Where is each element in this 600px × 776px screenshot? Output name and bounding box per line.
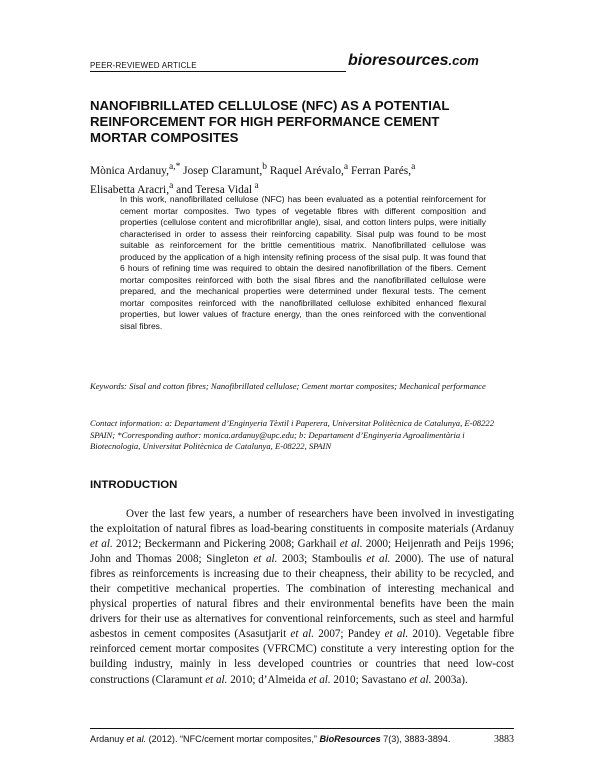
affiliation-mark: a xyxy=(411,162,416,172)
page-footer xyxy=(90,734,514,744)
article-type-label: PEER-REVIEWED ARTICLE xyxy=(90,61,197,70)
affiliation-mark: a xyxy=(343,162,349,172)
footer-et-al: et al. xyxy=(126,734,147,744)
et-al: et al. xyxy=(384,628,409,641)
footer-citation: (2012). “NFC/cement mortar composites,” xyxy=(146,734,320,744)
intro-text: 2010; Savastano xyxy=(330,673,410,686)
intro-text: 2010). Vegetable fibre reinforced cement mortar composites (VFRCMC) constitute a very interesting option for the building industry, mainly in less developed countries or countries that need low-cost constructions (Claramunt xyxy=(90,628,514,686)
intro-text: 2000; Heijenrath and Peijs 1996; John and Thomas 2008; Singleton xyxy=(90,538,514,566)
et-al: et al. xyxy=(253,553,278,566)
author-name: Elisabetta Aracri, xyxy=(90,183,170,196)
author-name: Raquel Arévalo, xyxy=(267,164,344,177)
et-al: et al. xyxy=(308,673,331,686)
intro-text: 2000). The use of natural fibres as reinforcements is increasing due to their cheapness, their ability to be recycled, and their competitive mechanical properties. The combination of interesting mechanical and physical properties of natural fibres and their environmental benefits have been the main drivers for their use as alternatives for conventional reinforcements, such as steel and harmful asbestos in cement composites (Asasutjarit xyxy=(90,553,514,641)
author-list xyxy=(90,160,510,198)
brand-main: bioresources xyxy=(348,52,449,69)
footer-author: Ardanuy xyxy=(90,734,127,744)
intro-text: 2003a). xyxy=(431,673,468,686)
footer-rule xyxy=(90,728,514,729)
author-name: Josep Claramunt, xyxy=(180,164,263,177)
page-number: 3883 xyxy=(494,734,514,745)
et-al: et al. xyxy=(90,538,113,551)
section-heading-introduction: INTRODUCTION xyxy=(90,479,178,491)
et-al: et al. xyxy=(366,553,391,566)
brand-tld: .com xyxy=(448,53,479,68)
affiliation-mark: a xyxy=(252,180,259,191)
intro-text: 2010; d’Almeida xyxy=(227,673,309,686)
affiliation-mark: b xyxy=(262,162,268,172)
contact-information: Contact information: a: Departament d’Enginyeria Tèxtil i Paperera, Universitat Politècnica de Catalunya, E-08222 SPAIN; *Corresponding author: monica.ardanuy@upc.edu; b: Departament d’Enginyeria Agroalimentària i Biotecnologia, Universitat Politècnica de Catalunya, E-08222, SPAIN xyxy=(90,418,494,451)
introduction-paragraph xyxy=(90,507,514,688)
keywords: Keywords: Sisal and cotton fibres; Nanofibrillated cellulose; Cement mortar composites; Mechanical performance xyxy=(90,381,486,391)
author-name: Ferran Parés, xyxy=(348,164,412,177)
journal-brand[interactable] xyxy=(348,52,479,70)
et-al: et al. xyxy=(205,673,228,686)
affiliation-mark: a,* xyxy=(168,162,181,172)
intro-text: 2003; Stamboulis xyxy=(277,553,367,566)
et-al: et al. xyxy=(409,673,432,686)
author-name: Mònica Ardanuy, xyxy=(90,164,169,177)
et-al: et al. xyxy=(290,628,315,641)
intro-text: 2012; Beckermann and Pickering 2008; Garkhail xyxy=(112,538,340,551)
footer-journal: BioResources xyxy=(319,734,381,744)
footer-volume: 7(3), 3883-3894. xyxy=(380,734,451,744)
affiliation-mark: a xyxy=(169,180,174,191)
et-al: et al. xyxy=(339,538,363,551)
header-rule xyxy=(90,71,346,72)
abstract: In this work, nanofibrillated cellulose (NFC) has been evaluated as a potential reinforcement for cement mortar composites. Two types of vegetable fibres with different composition and properties (cellulose content and microfibrillar angle), sisal, and cotton linters pulps, were initially characterised in order to assess their reinforcing capability. Sisal pulp was found to be most suitable as reinforcement for the brittle cementitious matrix. Nanofibrillated cellulose was produced by the application of a high intensity refining process of the sisal pulp. It was found that 6 hours of refining time was required to obtain the desired nanofibrillation of the fibers. Cement mortar composites reinforced with both the sisal fibres and the nanofibrillated cellulose were prepared, and the mechanical properties were determined under flexural tests. The cement mortar composites reinforced with the nanofibrillated cellulose exhibited enhanced flexural properties, but lower values of fracture energy, than the ones reinforced with the conventional sisal fibres. xyxy=(120,194,486,332)
article-title: NANOFIBRILLATED CELLULOSE (NFC) AS A POTENTIAL REINFORCEMENT FOR HIGH PERFORMANCE CEMENT MORTAR COMPOSITES xyxy=(90,98,450,145)
author-name: and Teresa Vidal xyxy=(173,183,253,196)
intro-text: 2007; Pandey xyxy=(314,628,385,641)
intro-text: Over the last few years, a number of researchers have been involved in investigating the exploitation of natural fibres as load-bearing constituents in composite materials (Ardanuy xyxy=(90,508,514,536)
